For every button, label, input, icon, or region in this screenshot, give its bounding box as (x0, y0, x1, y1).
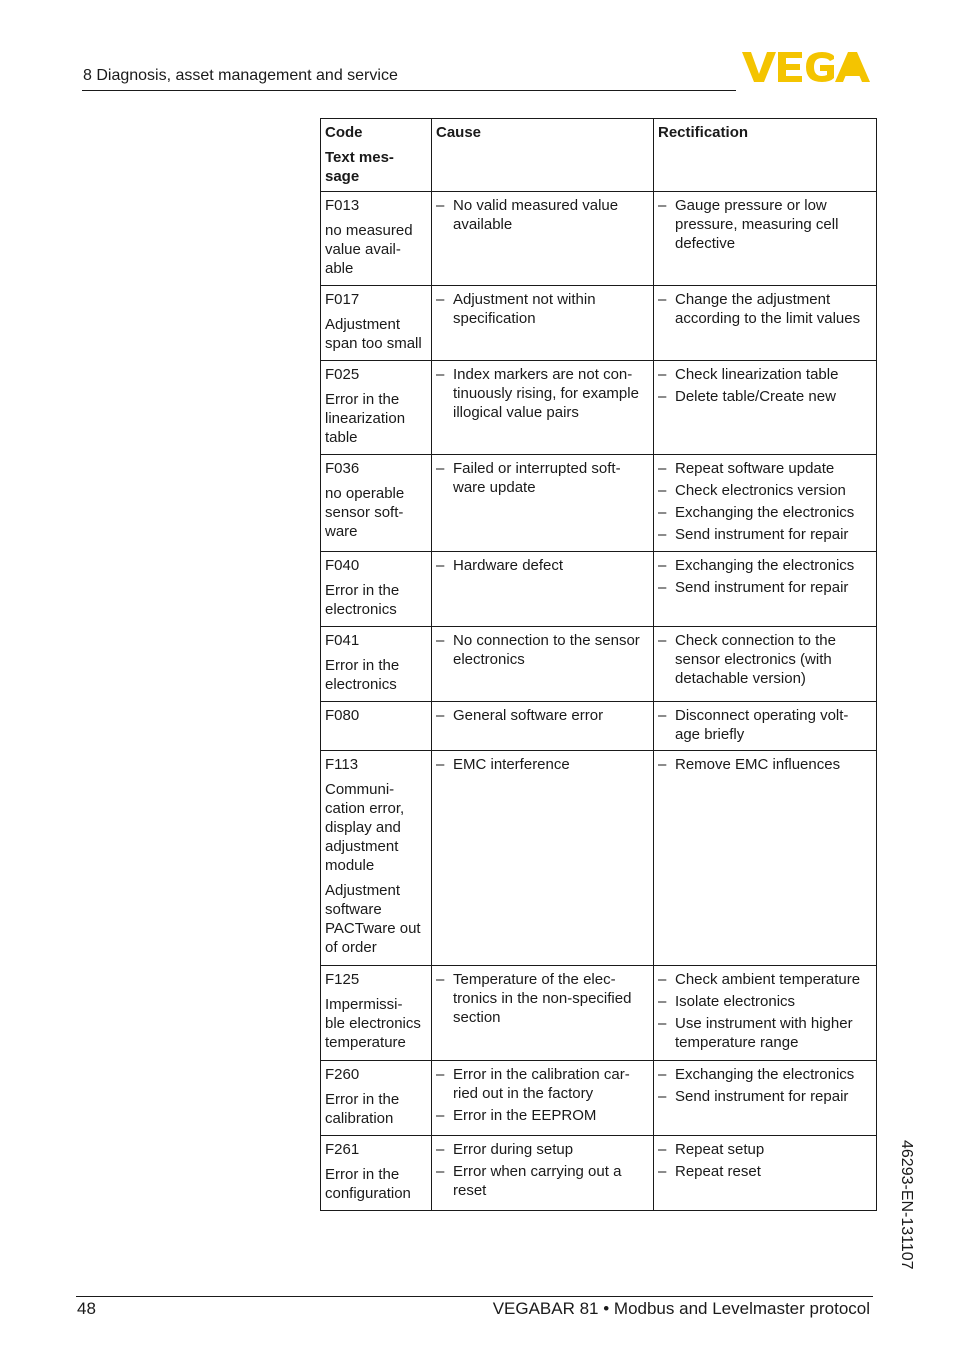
cause-item: – Error during setup (436, 1140, 649, 1159)
text-message: Error in the linearization table (325, 391, 406, 446)
rectification-cell (654, 751, 877, 966)
rectification-item: – Gauge pressure or low pressure, measuring cell defective (658, 196, 872, 253)
table-row (321, 1136, 877, 1211)
cause-item: – EMC interference (436, 755, 649, 774)
table-row (321, 702, 877, 751)
rectification-item: – Disconnect operating volt-age briefly (658, 706, 872, 744)
rectification-item: – Send instrument for repair (658, 578, 872, 597)
code-cell (321, 627, 432, 702)
header-rectification: Rectification (654, 119, 877, 192)
header-code: Code (325, 124, 363, 141)
cause-cell (432, 627, 654, 702)
table-row (321, 1061, 877, 1136)
header-text-message: Text mes- sage (325, 149, 394, 185)
rectification-item: – Exchanging the electronics (658, 503, 872, 522)
cause-item: – Index markers are not con-tinuously rising, for example illogical value pairs (436, 365, 649, 422)
rectification-item: – Check ambient temperature (658, 970, 872, 989)
table-header-row (321, 119, 877, 192)
error-code: F017 (325, 291, 360, 308)
error-code: F013 (325, 197, 360, 214)
cause-cell (432, 361, 654, 455)
code-cell (321, 1061, 432, 1136)
rectification-item: – Check electronics version (658, 481, 872, 500)
error-code: F041 (325, 632, 360, 649)
cause-item: – Adjustment not within specification (436, 290, 649, 328)
page-number: 48 (77, 1299, 96, 1318)
cause-item: – No connection to the sensor electronics (436, 631, 649, 669)
error-code: F036 (325, 460, 360, 477)
table-row (321, 966, 877, 1061)
rectification-item: – Repeat reset (658, 1162, 872, 1181)
table-row (321, 552, 877, 627)
rectification-cell (654, 966, 877, 1061)
code-cell (321, 286, 432, 361)
text-message: Error in the calibration (325, 1091, 400, 1127)
text-message: Error in the configuration (325, 1166, 411, 1202)
rectification-item: – Send instrument for repair (658, 525, 872, 544)
code-cell (321, 751, 432, 966)
code-cell (321, 1136, 432, 1211)
cause-item: – Failed or interrupted soft-ware update (436, 459, 649, 497)
rectification-cell (654, 627, 877, 702)
cause-item: – Error when carrying out a reset (436, 1162, 649, 1200)
error-code: F261 (325, 1141, 360, 1158)
cause-cell (432, 1061, 654, 1136)
header-cause: Cause (432, 119, 654, 192)
cause-item: – No valid measured value available (436, 196, 649, 234)
rectification-item: – Repeat software update (658, 459, 872, 478)
text-message: Error in the electronics (325, 582, 400, 618)
cause-cell (432, 552, 654, 627)
code-cell (321, 361, 432, 455)
rectification-item: – Remove EMC influences (658, 755, 872, 774)
cause-item: – Error in the EEPROM (436, 1106, 649, 1125)
cause-cell (432, 192, 654, 286)
cause-cell (432, 1136, 654, 1211)
error-code: F260 (325, 1066, 360, 1083)
table-row (321, 286, 877, 361)
diagnosis-table (320, 118, 877, 1211)
rectification-cell (654, 1136, 877, 1211)
error-code: F125 (325, 971, 360, 988)
rectification-cell (654, 455, 877, 552)
text-message: Impermissi- ble electronics temperature (325, 996, 421, 1051)
table-row (321, 361, 877, 455)
text-message: Error in the electronics (325, 657, 400, 693)
section-title: 8 Diagnosis, asset management and service (83, 67, 398, 84)
header-rule (82, 90, 736, 91)
table-row (321, 751, 877, 966)
text-message: no operable sensor soft- ware (325, 485, 405, 540)
cause-cell (432, 702, 654, 751)
code-cell (321, 552, 432, 627)
rectification-cell (654, 702, 877, 751)
rectification-cell (654, 192, 877, 286)
document-title: VEGABAR 81 • Modbus and Levelmaster protocol (492, 1299, 870, 1318)
code-cell (321, 966, 432, 1061)
vega-logo (742, 50, 874, 84)
rectification-cell (654, 1061, 877, 1136)
rectification-item: – Change the adjustment according to the limit values (658, 290, 872, 328)
cause-cell (432, 966, 654, 1061)
cause-item: – General software error (436, 706, 649, 725)
footer-rule (76, 1296, 873, 1297)
rectification-item: – Use instrument with higher temperature range (658, 1014, 872, 1052)
cause-item: – Error in the calibration car-ried out in the factory (436, 1065, 649, 1103)
table-row (321, 455, 877, 552)
cause-item: – Temperature of the elec-tronics in the non-specified section (436, 970, 649, 1027)
rectification-item: – Exchanging the electronics (658, 1065, 872, 1084)
rectification-cell (654, 286, 877, 361)
error-code: F025 (325, 366, 360, 383)
cause-cell (432, 751, 654, 966)
rectification-cell (654, 552, 877, 627)
code-cell (321, 192, 432, 286)
table-row (321, 192, 877, 286)
rectification-item: – Delete table/Create new (658, 387, 872, 406)
rectification-item: – Exchanging the electronics (658, 556, 872, 575)
table-row (321, 627, 877, 702)
text-message: Adjustment software PACTware out of order (325, 882, 421, 956)
cause-cell (432, 455, 654, 552)
text-message: Communi- cation error, display and adjustment module (325, 781, 405, 874)
rectification-item: – Repeat setup (658, 1140, 872, 1159)
cause-item: – Hardware defect (436, 556, 649, 575)
text-message: Adjustment span too small (325, 316, 422, 352)
code-cell (321, 455, 432, 552)
rectification-item: – Check linearization table (658, 365, 872, 384)
cause-cell (432, 286, 654, 361)
error-code: F040 (325, 557, 360, 574)
code-cell (321, 702, 432, 751)
error-code: F080 (325, 707, 360, 724)
error-code: F113 (325, 756, 359, 773)
rectification-item: – Send instrument for repair (658, 1087, 872, 1106)
document-number: 46293-EN-131107 (898, 1140, 915, 1270)
rectification-item: – Isolate electronics (658, 992, 872, 1011)
header-code-cell (321, 119, 432, 192)
rectification-item: – Check connection to the sensor electronics (with detachable version) (658, 631, 872, 688)
text-message: no measured value avail- able (325, 222, 413, 277)
rectification-cell (654, 361, 877, 455)
